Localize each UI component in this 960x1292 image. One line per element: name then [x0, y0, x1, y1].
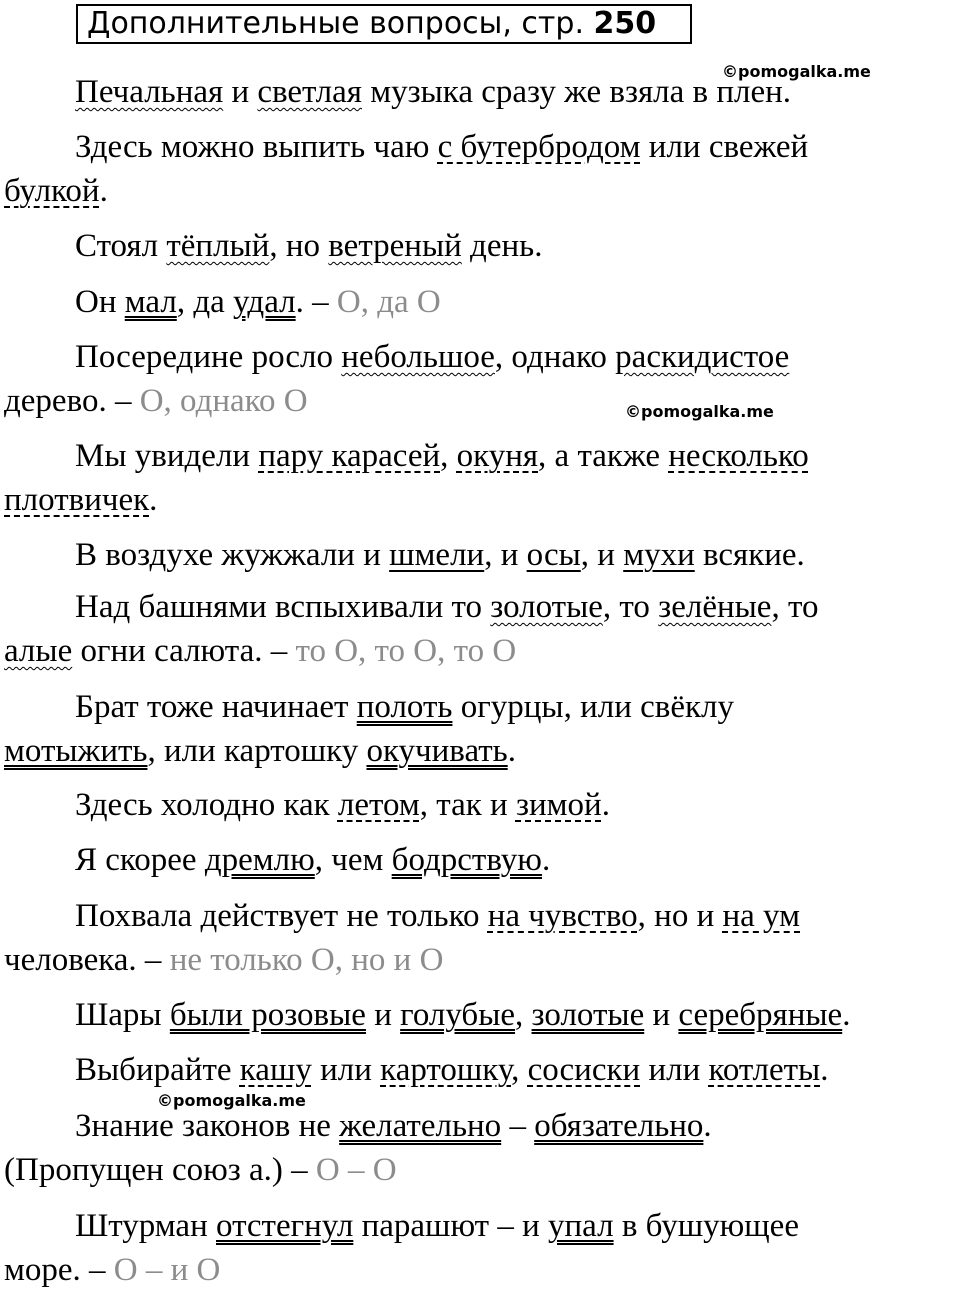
underlined-word: отстегнул	[216, 1208, 354, 1244]
sentence-16	[4, 1204, 958, 1292]
text-line	[4, 280, 958, 324]
text-line	[4, 434, 958, 478]
text-line	[4, 838, 958, 882]
title-text: Дополнительные вопросы, стр.	[87, 6, 584, 41]
text-line	[4, 729, 958, 773]
text-line	[4, 335, 958, 379]
underlined-word: шмели	[389, 537, 485, 573]
text-line	[4, 685, 958, 729]
underlined-word: были розовые	[169, 997, 366, 1033]
text-segment: .	[541, 842, 551, 878]
text-segment: –	[501, 1108, 535, 1144]
text-segment: Он	[75, 284, 125, 320]
text-segment: Здесь холодно как	[75, 787, 338, 823]
text-segment: ,	[440, 438, 457, 474]
text-segment: .	[601, 787, 610, 823]
text-segment: .	[507, 733, 516, 769]
text-line	[4, 478, 958, 522]
sentence-7	[4, 533, 958, 577]
sentence-12	[4, 894, 958, 982]
text-segment: или свежей	[640, 129, 809, 165]
underlined-word: Печальная	[75, 74, 224, 110]
underlined-word: несколько	[668, 438, 809, 474]
text-segment: Я скорее	[75, 842, 205, 878]
underlined-word: небольшое	[341, 339, 495, 375]
text-segment: музыка сразу же взяла в плен.	[361, 74, 792, 110]
scheme-text: О – О	[315, 1152, 397, 1188]
sentence-6	[4, 434, 958, 522]
text-segment: .	[149, 482, 158, 518]
text-segment: и	[365, 997, 401, 1033]
underlined-word: золотые	[531, 997, 645, 1033]
text-segment: или	[311, 1052, 381, 1088]
underlined-word: полоть	[356, 689, 453, 725]
text-line	[4, 938, 958, 982]
scheme-text: то О, то О, то О	[295, 633, 517, 669]
sentence-15	[4, 1104, 958, 1192]
underlined-word: осы	[526, 537, 581, 573]
scheme-text: О – и О	[113, 1252, 221, 1288]
text-line	[4, 1148, 958, 1192]
sentence-10	[4, 783, 958, 827]
underlined-word: зелёные	[658, 589, 772, 625]
scheme-text: О, однако О	[139, 383, 308, 419]
underlined-word: окучивать	[366, 733, 508, 769]
text-segment: ,	[515, 997, 532, 1033]
underlined-word: светлая	[257, 74, 362, 110]
underlined-word: обязательно	[534, 1108, 704, 1144]
underlined-word: картошку	[380, 1052, 512, 1088]
underlined-word: ветреный	[328, 228, 462, 264]
text-segment: , но	[269, 228, 329, 264]
text-segment: море. –	[4, 1252, 114, 1288]
title-box	[76, 4, 692, 44]
text-line	[4, 585, 958, 629]
underlined-word: кашу	[239, 1052, 312, 1088]
sentence-3	[4, 224, 958, 268]
underlined-word: плотвичек	[4, 482, 150, 518]
watermark: ©pomogalka.me	[625, 402, 774, 421]
text-segment: или	[640, 1052, 709, 1088]
text-segment: Здесь можно выпить чаю	[75, 129, 438, 165]
text-segment: Штурман	[75, 1208, 216, 1244]
text-segment: огни салюта. –	[72, 633, 296, 669]
underlined-word: зимой	[515, 787, 602, 823]
text-segment: Брат тоже начинает	[75, 689, 357, 725]
text-segment: дерево. –	[4, 383, 140, 419]
text-line	[4, 70, 958, 114]
text-line	[4, 224, 958, 268]
underlined-word: мухи	[623, 537, 695, 573]
underlined-word: тёплый	[166, 228, 270, 264]
watermark: ©pomogalka.me	[157, 1091, 306, 1110]
underlined-word: мал	[124, 284, 177, 320]
text-segment: всякие.	[694, 537, 805, 573]
text-segment: ,	[511, 1052, 528, 1088]
text-line	[4, 993, 958, 1037]
underlined-word: алые	[4, 633, 73, 669]
text-line	[4, 1248, 958, 1292]
text-segment: В воздухе жужжали и	[75, 537, 390, 573]
text-segment: . –	[295, 284, 337, 320]
underlined-word: пару карасей	[258, 438, 441, 474]
underlined-word: дремлю	[204, 842, 315, 878]
text-segment: и	[644, 997, 679, 1033]
text-line	[4, 783, 958, 827]
underlined-word: летом	[337, 787, 420, 823]
underlined-word: окуня	[456, 438, 539, 474]
text-segment: огурцы, или свёклу	[452, 689, 734, 725]
sentence-5	[4, 335, 958, 423]
underlined-word: упал	[548, 1208, 614, 1244]
underlined-word: золотые	[490, 589, 603, 625]
text-segment: Стоял	[75, 228, 167, 264]
text-segment: , то	[771, 589, 819, 625]
underlined-word: сосиски	[527, 1052, 641, 1088]
scheme-text: не только О, но и О	[169, 942, 444, 978]
text-segment: , так и	[419, 787, 516, 823]
text-line	[4, 125, 958, 169]
underlined-word: булкой	[4, 173, 100, 209]
text-segment: , или картошку	[147, 733, 367, 769]
text-segment: Мы увидели	[75, 438, 259, 474]
sentence-13	[4, 993, 958, 1037]
text-segment: .	[842, 997, 851, 1033]
text-segment: в бушующее	[613, 1208, 799, 1244]
text-segment: , а также	[538, 438, 669, 474]
text-line	[4, 1048, 958, 1092]
watermark: ©pomogalka.me	[722, 62, 871, 81]
underlined-word: на чувство	[487, 898, 638, 934]
text-segment: парашют – и	[353, 1208, 548, 1244]
text-segment: .	[99, 173, 108, 209]
sentence-14	[4, 1048, 958, 1092]
text-segment: , то	[602, 589, 659, 625]
text-line	[4, 379, 958, 423]
sentence-4	[4, 280, 958, 324]
text-segment: , и	[484, 537, 527, 573]
scheme-text: О, да О	[336, 284, 441, 320]
text-segment: Знание законов не	[75, 1108, 340, 1144]
text-segment: Посередине росло	[75, 339, 342, 375]
text-segment: , и	[580, 537, 624, 573]
text-segment: , чем	[314, 842, 392, 878]
text-segment: Выбирайте	[75, 1052, 240, 1088]
text-segment: , да	[176, 284, 233, 320]
text-segment: Похвала действует не только	[75, 898, 488, 934]
text-segment: день.	[461, 228, 543, 264]
text-segment: и	[223, 74, 258, 110]
text-line	[4, 1104, 958, 1148]
underlined-word: котлеты	[708, 1052, 821, 1088]
text-line	[4, 894, 958, 938]
underlined-word: раскидистое	[615, 339, 790, 375]
underlined-word: на ум	[722, 898, 801, 934]
underlined-word: с бутербродом	[437, 129, 641, 165]
underlined-word: желательно	[339, 1108, 502, 1144]
text-segment: человека. –	[4, 942, 170, 978]
sentence-8	[4, 585, 958, 673]
text-segment: , но и	[637, 898, 723, 934]
underlined-word: голубые	[400, 997, 516, 1033]
underlined-word: серебряные	[678, 997, 843, 1033]
sentence-11	[4, 838, 958, 882]
page-number: 250	[593, 6, 657, 41]
sentence-1	[4, 70, 958, 114]
text-segment: .	[820, 1052, 829, 1088]
sentence-2	[4, 125, 958, 213]
text-segment: (Пропущен союз а.) –	[4, 1152, 316, 1188]
underlined-word: мотыжить	[4, 733, 148, 769]
text-segment: Шары	[75, 997, 170, 1033]
page-title	[87, 5, 656, 43]
sentence-9	[4, 685, 958, 773]
underlined-word: удал	[233, 284, 296, 320]
text-line	[4, 169, 958, 213]
text-segment: Над башнями вспыхивали то	[75, 589, 491, 625]
text-line	[4, 629, 958, 673]
text-line	[4, 533, 958, 577]
text-segment: , однако	[494, 339, 616, 375]
text-segment: .	[703, 1108, 712, 1144]
text-line	[4, 1204, 958, 1248]
underlined-word: бодрствую	[391, 842, 542, 878]
